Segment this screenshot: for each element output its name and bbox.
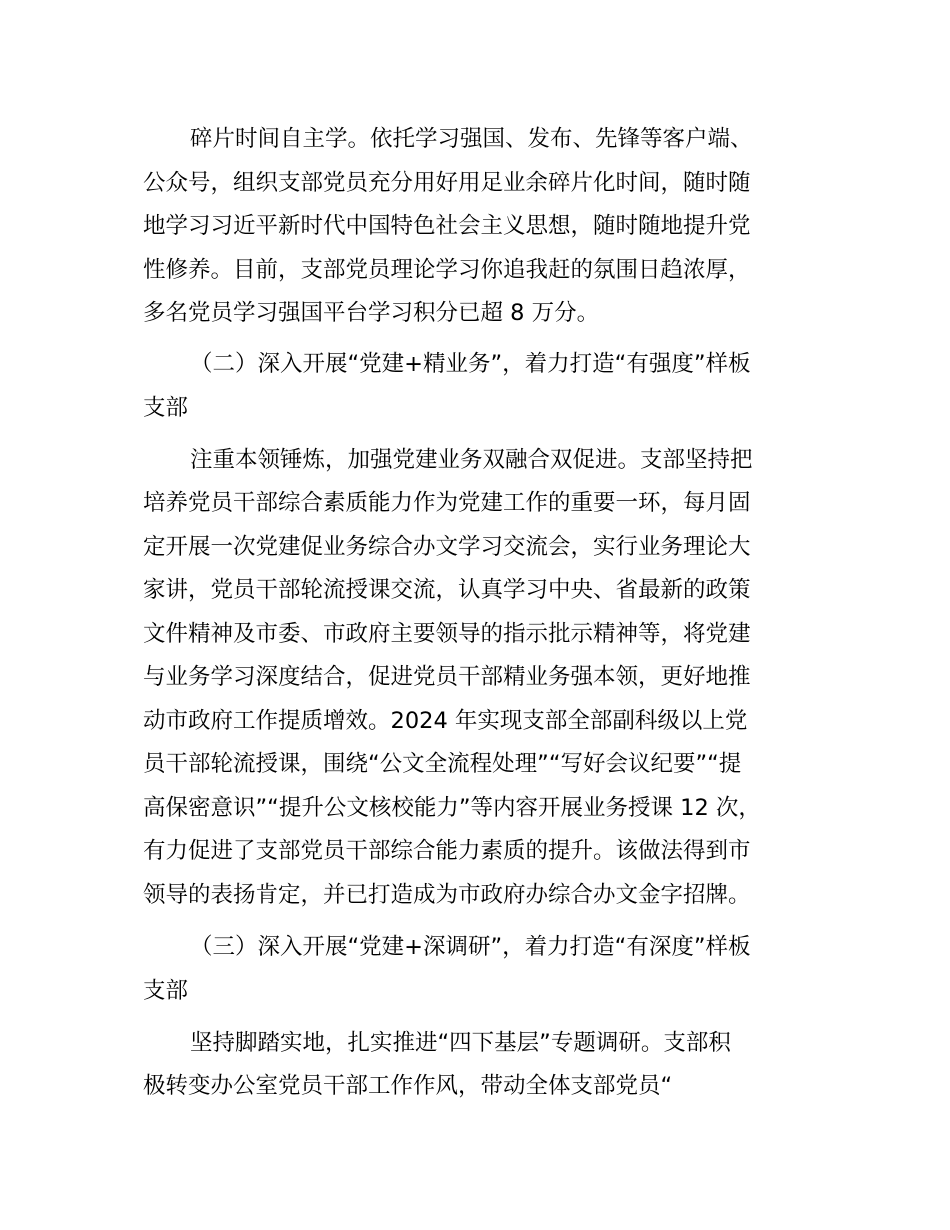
paragraph-1-line-5: 多名党员学习强国平台学习积分已超 8 万分。 [143, 300, 600, 326]
paragraph-2-line-10: 有力促进了支部党员干部综合能力素质的提升。该做法得到市 [143, 838, 751, 864]
paragraph-2-line-6: 与业务学习深度结合，促进党员干部精业务强本领，更好地推 [143, 664, 751, 690]
paragraph-2-line-7: 动市政府工作提质增效。2024 年实现支部全部副科级以上党 [143, 708, 748, 734]
section-heading-3-line-2: 支部 [143, 978, 189, 1004]
paragraph-2-line-9: 高保密意识”“提升公文核校能力”等内容开展业务授课 12 次， [143, 795, 761, 821]
paragraph-2-line-3: 定开展一次党建促业务综合办文学习交流会，实行业务理论大 [143, 534, 751, 560]
section-heading-3-line-1: （三）深入开展“党建+深调研”，着力打造“有深度”样板 [190, 934, 751, 960]
paragraph-1-line-3: 地学习习近平新时代中国特色社会主义思想，随时随地提升党 [143, 213, 751, 239]
paragraph-1-line-1: 碎片时间自主学。依托学习强国、发布、先锋等客户端、 [190, 126, 753, 152]
paragraph-2-line-4: 家讲，党员干部轮流授课交流，认真学习中央、省最新的政策 [143, 577, 751, 603]
section-heading-2-line-1: （二）深入开展“党建+精业务”，着力打造“有强度”样板 [190, 351, 751, 377]
paragraph-2-line-8: 员干部轮流授课，围绕“公文全流程处理”“写好会议纪要”“提 [143, 751, 742, 777]
paragraph-3-line-2: 极转变办公室党员干部工作作风，带动全体支部党员“ [143, 1073, 673, 1099]
section-heading-2-line-2: 支部 [143, 395, 189, 421]
paragraph-1-line-2: 公众号，组织支部党员充分用好用足业余碎片化时间，随时随 [143, 170, 751, 196]
paragraph-2-line-5: 文件精神及市委、市政府主要领导的指示批示精神等，将党建 [143, 621, 751, 647]
paragraph-2-line-2: 培养党员干部综合素质能力作为党建工作的重要一环，每月固 [143, 490, 751, 516]
paragraph-2-line-1: 注重本领锤炼，加强党建业务双融合双促进。支部坚持把 [190, 447, 753, 473]
paragraph-1-line-4: 性修养。目前，支部党员理论学习你追我赶的氛围日趋浓厚， [143, 257, 751, 283]
paragraph-3-line-1: 坚持脚踏实地，扎实推进“四下基层”专题调研。支部积 [190, 1030, 731, 1056]
paragraph-2-line-11: 领导的表扬肯定，并已打造成为市政府办综合办文金字招牌。 [143, 882, 751, 908]
